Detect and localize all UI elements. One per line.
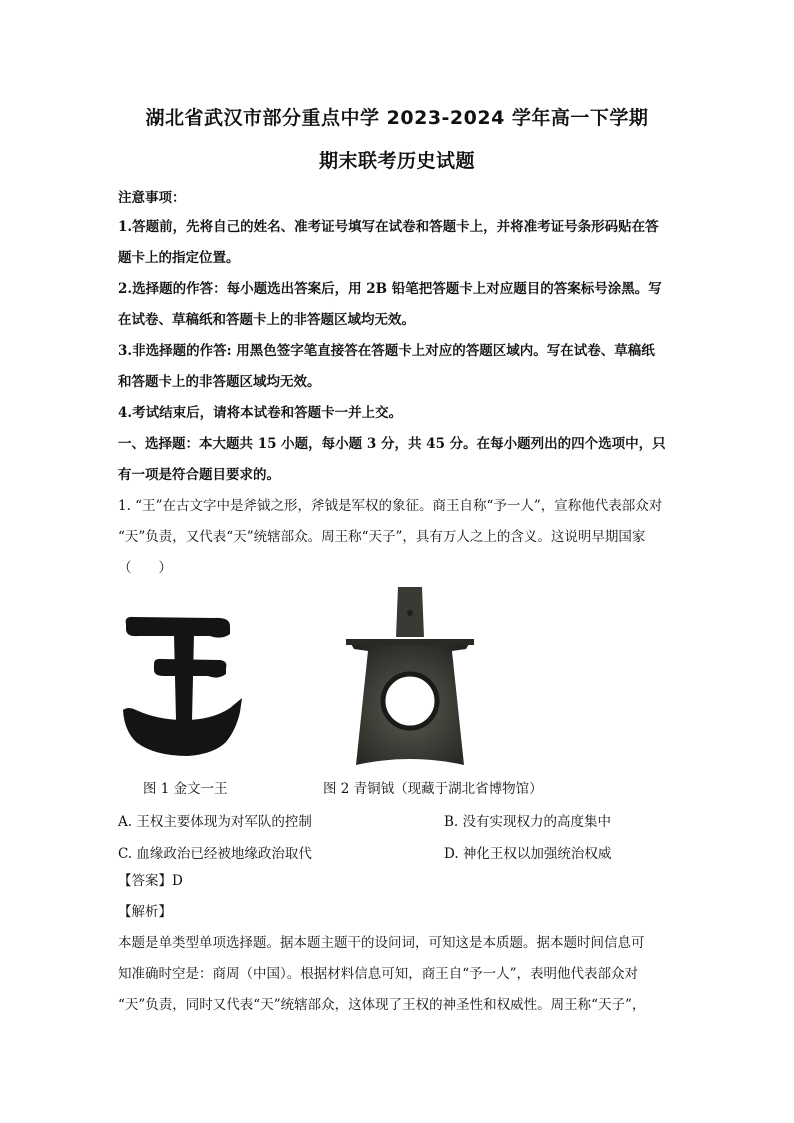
analysis-heading: 【解析】 <box>118 904 172 920</box>
bronze-yue-axe-image <box>340 585 480 770</box>
notice-line: 3.非选择题的作答: 用黑色签字笔直接答在答题卡上对应的答题区域内。写在试卷、草稿纸 <box>118 343 655 359</box>
question-stem-line: （ ） <box>118 560 172 576</box>
option-b: B. 没有实现权力的高度集中 <box>444 814 612 830</box>
analysis-line: 本题是单类型单项选择题。据本题主题干的设问词，可知这是本质题。据本题时间信息可 <box>118 935 645 951</box>
title-line-1: 湖北省武汉市部分重点中学 2023-2024 学年高一下学期 <box>145 107 649 129</box>
notice-line: 在试卷、草稿纸和答题卡上的非答题区域均无效。 <box>118 312 415 328</box>
figure-1-caption: 图 1 金文一王 <box>143 781 228 797</box>
notice-line: 4.考试结束后，请将本试卷和答题卡一并上交。 <box>118 405 403 421</box>
section-heading-line: 有一项是符合题目要求的。 <box>118 467 280 483</box>
question-stem-line: “天”负责，又代表“天”统辖部众。周王称“天子”，具有万人之上的含义。这说明早期国家 <box>118 529 646 545</box>
notice-line: 1.答题前，先将自己的姓名、准考证号填写在试卷和答题卡上，并将准考证号条形码贴在答 <box>118 219 659 235</box>
section-heading-line: 一、选择题：本大题共 15 小题，每小题 3 分，共 45 分。在每小题列出的四个选项中，只 <box>118 436 666 452</box>
analysis-line: 知准确时空是：商周（中国）。根据材料信息可知，商王自“予一人”，表明他代表部众对 <box>118 966 639 982</box>
notice-line: 2.选择题的作答：每小题选出答案后，用 2B 铅笔把答题卡上对应题目的答案标号涂黑。写 <box>118 281 662 297</box>
notice-heading: 注意事项： <box>118 190 186 206</box>
option-a: A. 王权主要体现为对军队的控制 <box>118 814 312 830</box>
notice-line: 题卡上的指定位置。 <box>118 250 240 266</box>
option-d: D. 神化王权以加强统治权威 <box>444 846 612 862</box>
answer-label: 【答案】D <box>118 873 183 889</box>
title-line-2: 期末联考历史试题 <box>318 150 475 172</box>
option-c: C. 血缘政治已经被地缘政治取代 <box>118 846 312 862</box>
notice-line: 和答题卡上的非答题区域均无效。 <box>118 374 321 390</box>
figure-2-caption: 图 2 青铜钺（现藏于湖北省博物馆） <box>323 781 543 797</box>
question-stem-line: 1. “王”在古文字中是斧钺之形，斧钺是军权的象征。商王自称“予一人”，宣称他代表部众对 <box>118 498 663 514</box>
analysis-line: “天”负责，同时又代表“天”统辖部众，这体现了王权的神圣性和权威性。周王称“天子”， <box>118 997 646 1013</box>
jinwen-wang-character-image <box>118 612 248 767</box>
